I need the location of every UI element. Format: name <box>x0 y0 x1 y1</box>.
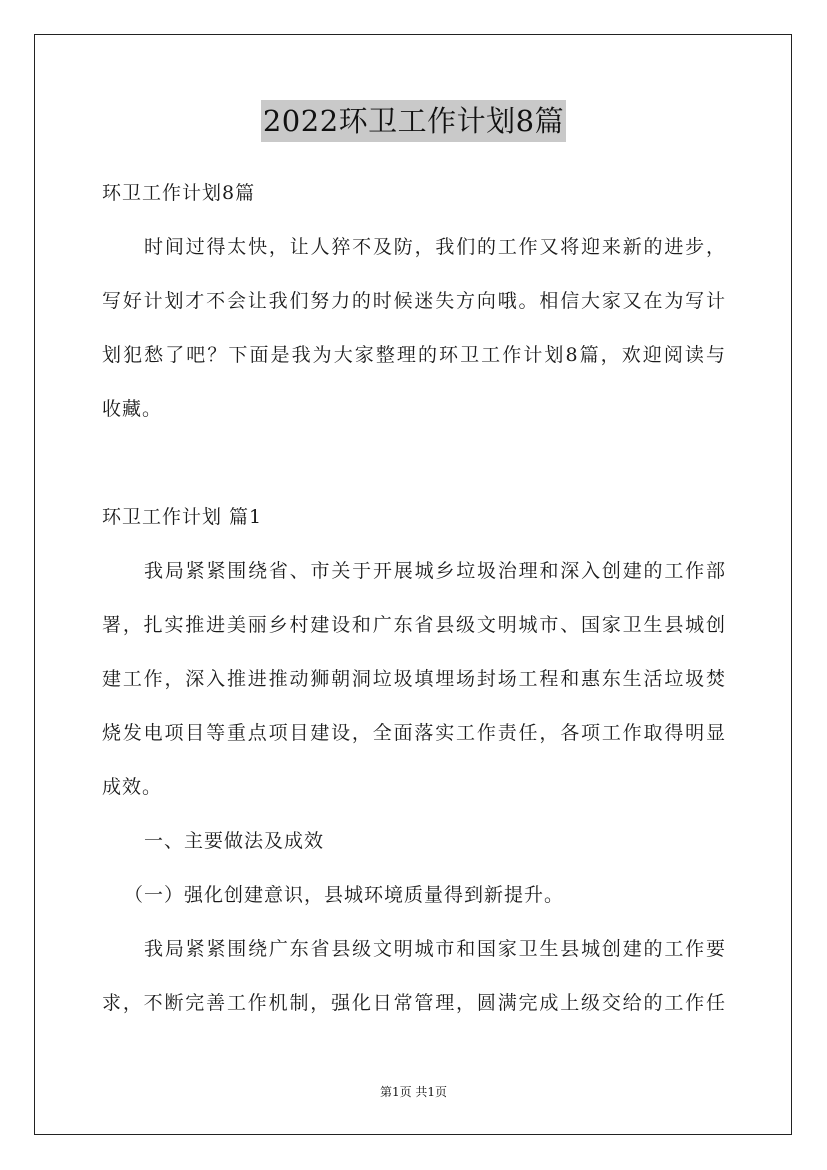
section-line: 成效。 <box>102 776 163 798</box>
intro-line: 划犯愁了吧？下面是我为大家整理的环卫工作计划8篇，欢迎阅读与 <box>102 344 726 366</box>
intro-line: 写好计划才不会让我们努力的时候迷失方向哦。相信大家又在为写计 <box>102 290 726 312</box>
document-subtitle: 环卫工作计划8篇 <box>102 182 256 204</box>
final-line: 我局紧紧围绕广东省县级文明城市和国家卫生县城创建的工作要 <box>144 938 726 960</box>
section-line: 署，扎实推进美丽乡村建设和广东省县级文明城市、国家卫生县城创 <box>102 614 726 636</box>
heading-level-1: 一、主要做法及成效 <box>144 830 325 852</box>
final-line: 求，不断完善工作机制，强化日常管理，圆满完成上级交给的工作任 <box>102 992 726 1014</box>
document-body <box>102 168 726 1032</box>
heading-level-2: （一）强化创建意识，县城环境质量得到新提升。 <box>124 884 565 906</box>
page-footer: 第1页 共1页 <box>379 1085 448 1099</box>
document-title: 2022环卫工作计划8篇 <box>261 100 566 142</box>
section-line: 烧发电项目等重点项目建设，全面落实工作责任，各项工作取得明显 <box>102 722 726 744</box>
intro-line: 时间过得太快，让人猝不及防，我们的工作又将迎来新的进步， <box>144 236 726 258</box>
intro-line: 收藏。 <box>102 398 163 420</box>
section-line: 我局紧紧围绕省、市关于开展城乡垃圾治理和深入创建的工作部 <box>144 560 726 582</box>
paragraph-gap <box>102 438 726 492</box>
section-heading: 环卫工作计划 篇1 <box>102 506 263 528</box>
section-line: 建工作，深入推进推动狮朝洞垃圾填埋场封场工程和惠东生活垃圾焚 <box>102 668 726 690</box>
title-container <box>0 100 827 142</box>
